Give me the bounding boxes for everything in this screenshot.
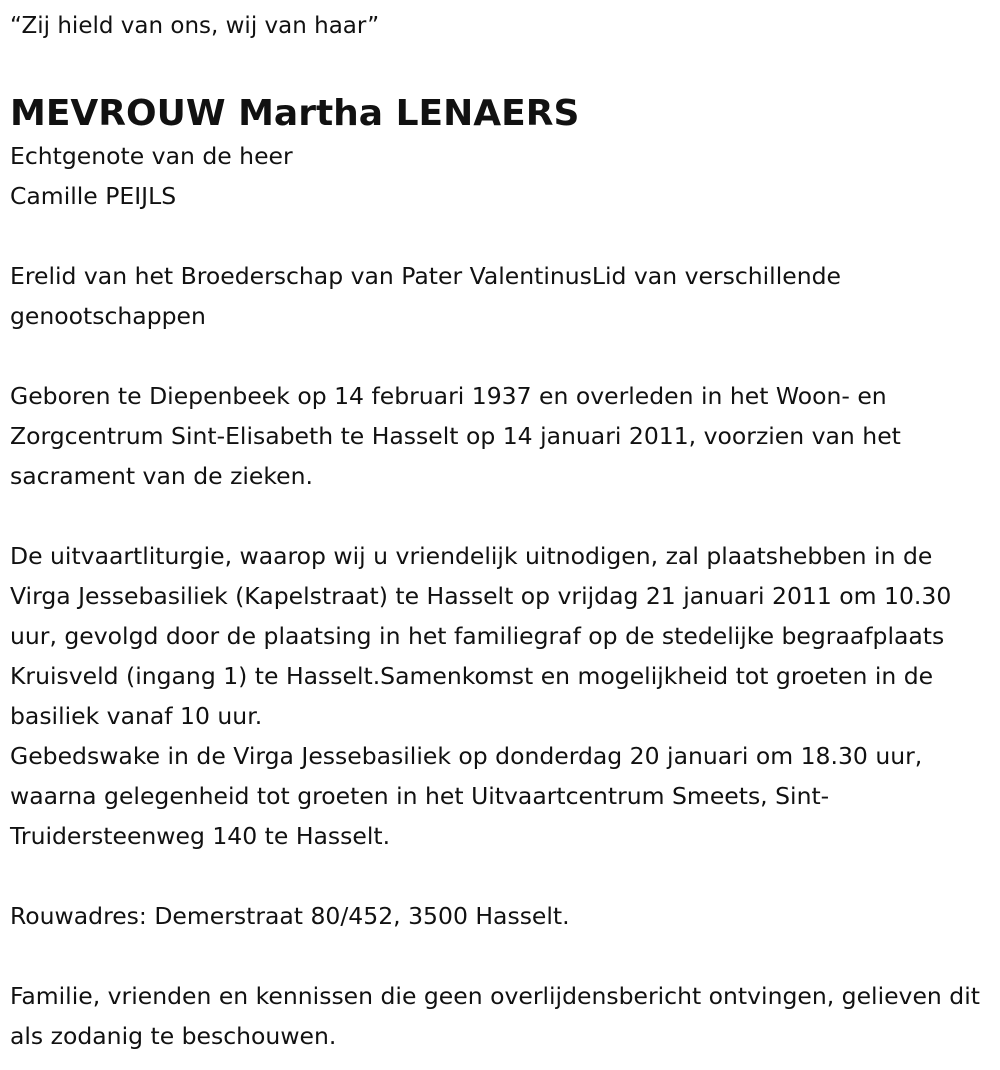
vigil-paragraph: Gebedswake in de Virga Jessebasiliek op donderdag 20 januari om 18.30 uur, waarna gelegenheid tot groeten in het Uitvaartcentrum Smeets, Sint-Truidersteenweg 140 te Hasselt. <box>10 742 923 850</box>
memorial-quote: “Zij hield van ons, wij van haar” <box>10 13 380 39</box>
deceased-name: MEVROUW Martha LENAERS <box>10 93 580 134</box>
funeral-paragraph: De uitvaartliturgie, waarop wij u vriendelijk uitnodigen, zal plaatshebben in de Virga Jessebasiliek (Kapelstraat) te Hasselt op vrijdag 21 januari 2011 om 10.30 uur, gevolgd door de plaatsing in het familiegraf op de stedelijke begraafplaats Kruisveld (ingang 1) te Hasselt.Samenkomst en mogelijkheid tot groeten in de basiliek vanaf 10 uur. <box>10 542 952 730</box>
spouse-info <box>10 136 985 216</box>
mourning-address: Rouwadres: Demerstraat 80/452, 3500 Hasselt. <box>10 902 570 930</box>
closing-paragraph: Familie, vrienden en kennissen die geen overlijdensbericht ontvingen, gelieven dit als zodanig te beschouwen. <box>10 982 980 1050</box>
membership-paragraph: Erelid van het Broederschap van Pater ValentinusLid van verschillende genootschappen <box>10 262 841 330</box>
birth-death-paragraph: Geboren te Diepenbeek op 14 februari 1937 en overleden in het Woon- en Zorgcentrum Sint-Elisabeth te Hasselt op 14 januari 2011, voorzien van het sacrament van de zieken. <box>10 382 901 490</box>
spouse-name: Camille PEIJLS <box>10 182 177 210</box>
obituary-notice <box>10 0 985 1056</box>
spouse-line-1: Echtgenote van de heer <box>10 142 293 170</box>
